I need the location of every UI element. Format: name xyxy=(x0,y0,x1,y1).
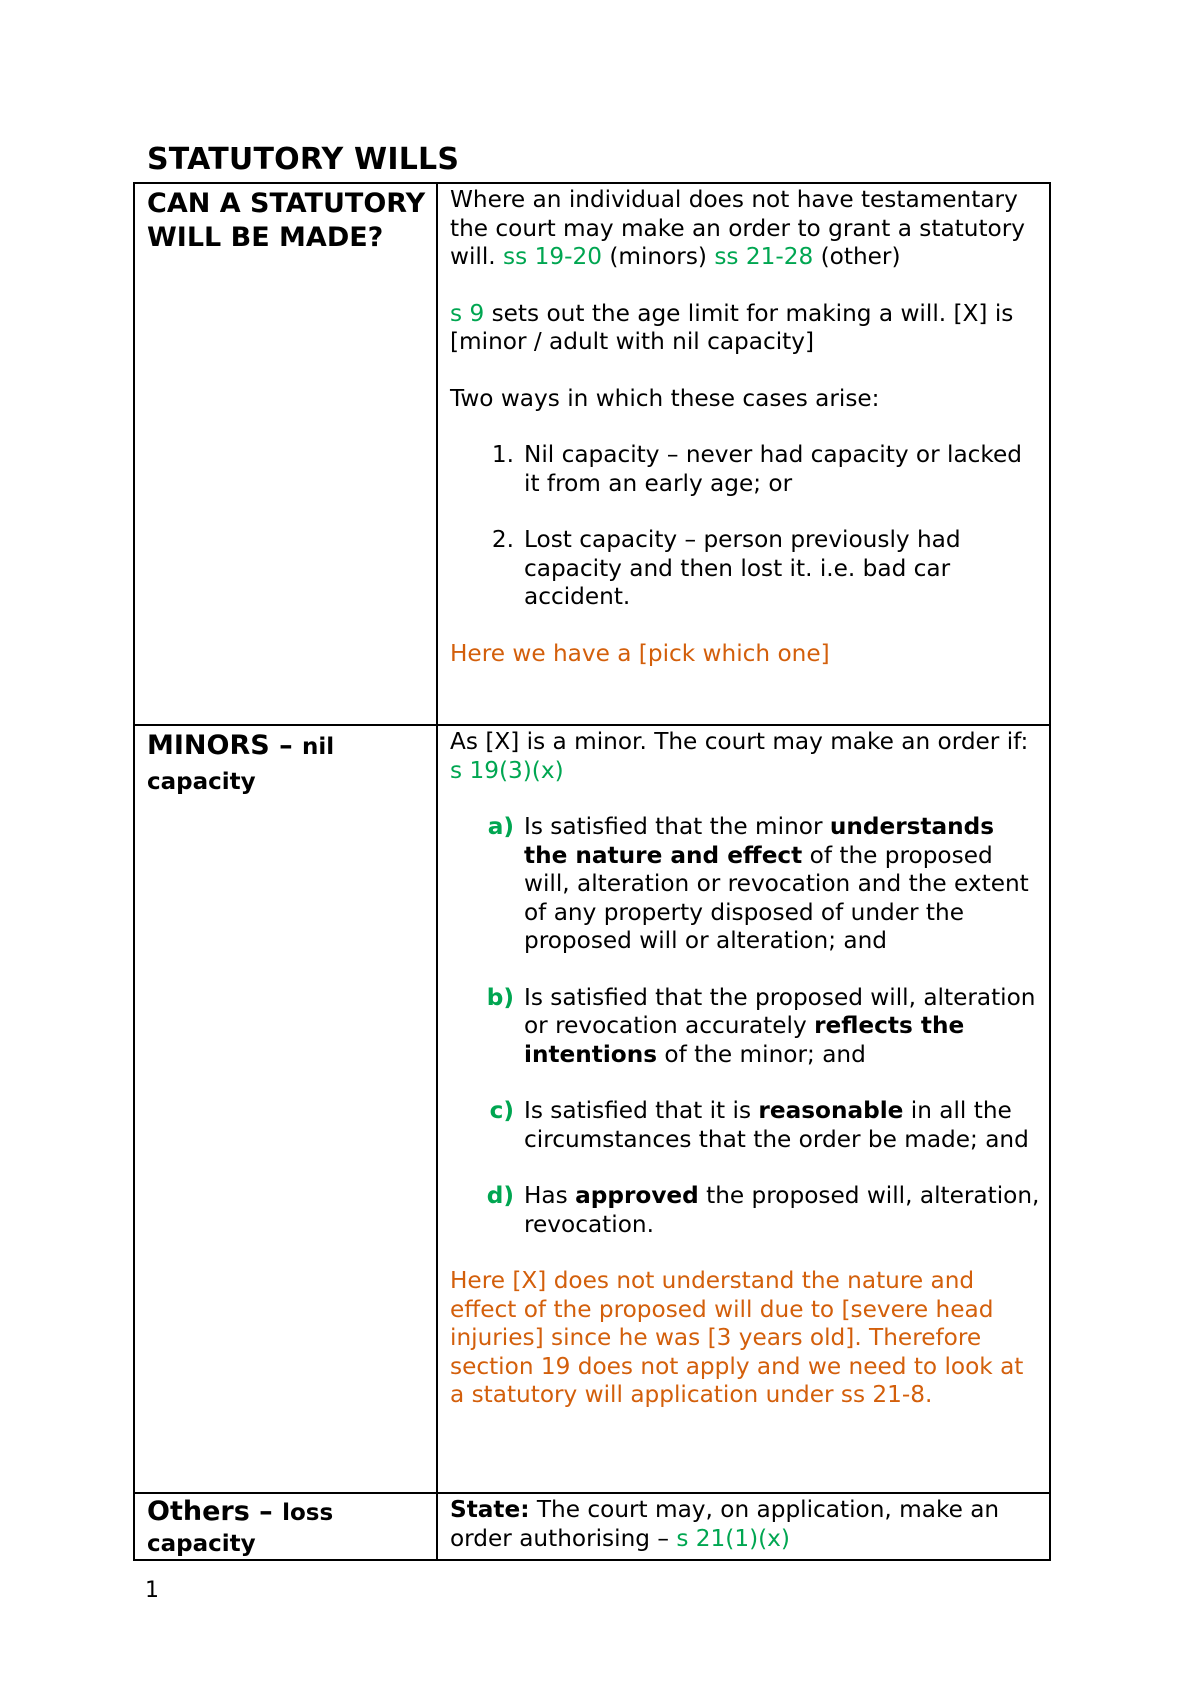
row-heading-cell xyxy=(134,183,437,725)
section-reference: s 19(3)(x) xyxy=(450,756,564,784)
row-heading: CAN A STATUTORY WILL BE MADE? xyxy=(147,188,426,253)
heading-main: MINORS – xyxy=(147,730,302,761)
list-item-text xyxy=(524,1182,1043,1239)
item-emphasis: reflects the intentions xyxy=(524,1012,965,1068)
list-item xyxy=(450,984,1043,1070)
heading-sub: nil capacity xyxy=(147,734,335,795)
item-text-part: of the proposed will, alteration or revocation and the extent of any property disposed of under the proposed will or alteration; and xyxy=(524,841,1029,954)
row-content-cell xyxy=(437,183,1050,725)
row-content-cell xyxy=(437,1493,1050,1560)
table-row xyxy=(134,183,1050,725)
section-reference: ss 21-28 xyxy=(714,243,814,270)
item-text-part: Is satisfied that it is xyxy=(524,1097,759,1124)
list-number: 1. xyxy=(491,441,514,468)
item-text-part: Is satisfied that the minor xyxy=(524,813,830,840)
item-emphasis: understands the nature and effect xyxy=(524,813,995,869)
heading-main: Others – xyxy=(147,1496,283,1527)
state-paragraph xyxy=(450,1496,1043,1553)
row-heading xyxy=(135,726,436,799)
list-item xyxy=(450,441,1043,498)
list-item xyxy=(450,813,1043,956)
age-text: sets out the age limit for making a will. [X] is [minor / adult with nil capacity] xyxy=(450,299,1014,355)
intro-paragraph xyxy=(450,186,1043,272)
section-reference: s 9 xyxy=(450,299,485,327)
state-label: State: xyxy=(450,1496,530,1523)
ways-intro: Two ways in which these cases arise: xyxy=(450,384,880,412)
list-item xyxy=(450,1097,1043,1154)
page-number: 1 xyxy=(145,1578,159,1603)
table-row xyxy=(134,725,1050,1493)
intro-text: (minors) xyxy=(601,243,715,270)
section-reference: ss 19-20 xyxy=(503,243,602,270)
item-text-part: of the minor; and xyxy=(657,1040,866,1068)
list-item-text: Lost capacity – person previously had capacity and then lost it. i.e. bad car accident. xyxy=(524,526,961,610)
section-reference: s 21(1)(x) xyxy=(676,1524,790,1552)
row-heading-cell xyxy=(134,1493,437,1560)
list-label: b) xyxy=(486,983,514,1011)
list-label: d) xyxy=(486,1182,514,1209)
item-emphasis: approved xyxy=(575,1182,699,1209)
row-content-cell xyxy=(437,725,1050,1493)
analysis-note: Here [X] does not understand the nature and effect of the proposed will due to [severe head injuries] since he was [3 years old]. Therefore section 19 does not apply and we need to look at a statutory will application under ss 21-8. xyxy=(450,1267,1024,1408)
item-text-part: the proposed will, alteration, revocation. xyxy=(524,1182,1040,1238)
age-paragraph xyxy=(450,300,1043,357)
list-label: c) xyxy=(489,1097,514,1124)
item-text-part: Is satisfied that the proposed will, alteration or revocation accurately xyxy=(524,983,1036,1039)
intro-text: As [X] is a minor. The court may make an order if: xyxy=(450,728,1029,755)
item-text-part: in all the circumstances that the order be made; and xyxy=(524,1097,1029,1153)
state-text: The court may, on application, make an order authorising – xyxy=(450,1496,1000,1552)
list-item-text xyxy=(524,984,1043,1070)
list-item xyxy=(450,526,1043,612)
item-text-part: Has xyxy=(524,1182,576,1209)
item-emphasis: reasonable xyxy=(758,1097,904,1124)
intro-text: (other) xyxy=(813,243,901,270)
analysis-note: Here we have a [pick which one] xyxy=(450,639,830,667)
row-heading-cell xyxy=(134,725,437,1493)
list-label: a) xyxy=(487,813,514,840)
intro-paragraph xyxy=(450,728,1043,785)
statutory-wills-table xyxy=(133,182,1051,1561)
list-item-text xyxy=(524,1097,1043,1154)
list-item-text xyxy=(524,813,1043,956)
table-row xyxy=(134,1493,1050,1560)
document-title: STATUTORY WILLS xyxy=(147,142,460,177)
row-heading xyxy=(135,1494,436,1559)
list-item-text: Nil capacity – never had capacity or lacked it from an early age; or xyxy=(524,441,1023,497)
intro-text: Where an individual does not have testamentary the court may make an order to grant a statutory will. xyxy=(450,186,1025,270)
list-item xyxy=(450,1182,1043,1239)
list-number: 2. xyxy=(491,526,514,553)
heading-sub: loss capacity xyxy=(147,1500,334,1557)
